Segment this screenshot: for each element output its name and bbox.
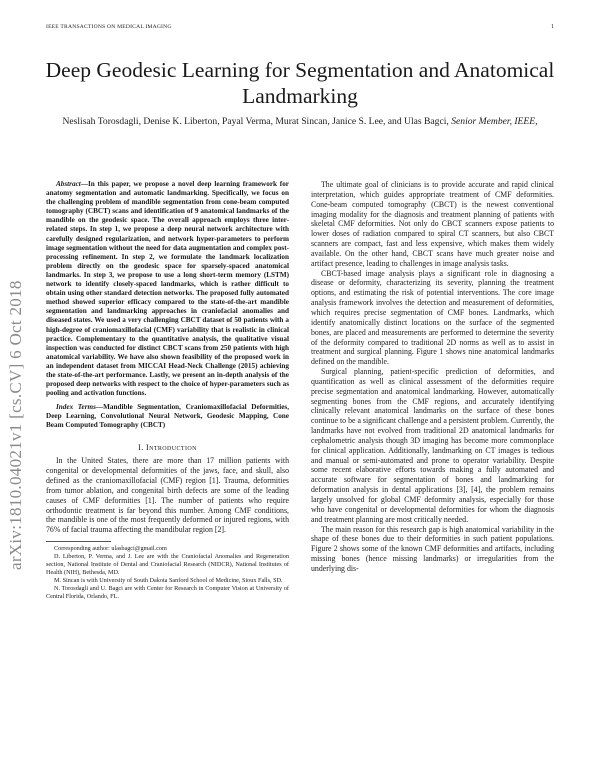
- footnote-rule: [46, 541, 111, 542]
- abstract-label: Abstract: [56, 180, 81, 188]
- intro-paragraph: In the United States, there are more than 17 million patients with congenital or developmental deformities of the jaws, face, and skull, also defined as the craniomaxillofacial (CMF) region [1]. Trauma, deformities from tumor ablation, and congenital birth defects are some of the leading causes of CMF deformities [1]. The number of patients who require orthodontic treatment is far beyond this number. Among CMF conditions, the mandible is one of the most frequently deformed or injured regions, with 76% of facial trauma affecting the mandibular region [2].: [46, 456, 289, 535]
- footnote-affiliation-ucf: N. Torosdagli and U. Bagci are with Center for Research in Computer Vision at University of Central Florida, Orlando, FL.: [46, 585, 289, 601]
- journal-header: IEEE TRANSACTIONS ON MEDICAL IMAGING: [46, 24, 172, 30]
- body-paragraph: Surgical planning, patient-specific prediction of deformities, and quantification as well as clinical assessment of the deformities require precise segmentation and anatomical landmarking. However, automatically segmenting bones from the CMF regions, and accurately identifying clinically relevant anatomical landmarks on the surface of these bones continue to be a significant challenge and a persistent problem. Currently, the landmarks have not evolved from traditional 2D anatomical landmarks for cephalometric analysis though 3D imaging has become more commonplace for clinical application. Additionally, landmarking on CT images is tedious and manual or semi-automated and prone to operator variability. Despite some recent elaborative efforts towards making a fully automated and accurate software for segmentation of bones and landmarking for deformation analysis in dental applications [3], [4], the problem remains largely unsolved for global CMF deformity analysis, especially for those who have congenital or developmental deformities for whom the diagnosis and treatment planning are most critically needed.: [311, 367, 554, 524]
- abstract-text: In this paper, we propose a novel deep learning framework for anatomy segmentation and automatic landmarking. Specifically, we focus on the challenging problem of mandible segmentation from cone-beam computed tomography (CBCT) scans and identification of 9 anatomical landmarks of the mandible on the geodesic space. The overall approach employs three inter-related steps. In step 1, we propose a deep neural network architecture with carefully designed regularization, and network hyper-parameters to perform image segmentation without the need for data augmentation and complex post-processing refinement. In step 2, we formulate the landmark localization problem directly on the geodesic space for sparsely-spaced anatomical landmarks. In step 3, we propose to use a long short-term memory (LSTM) network to identify closely-spaced landmarks, which is rather difficult to obtain using other standard detection networks. The proposed fully automated method showed superior efficacy compared to the state-of-the-art mandible segmentation and landmarking approaches in craniofacial anomalies and diseased states. We used a very challenging CBCT dataset of 50 patients with a high-degree of craniomaxillofacial (CMF) variability that is realistic in clinical practice. Complementary to the quantitative analysis, the qualitative visual inspection was conducted for distinct CBCT scans from 250 patients with high anatomical variability. We have also shown feasibility of the proposed work in an independent dataset from MICCAI Head-Neck Challenge (2015) achieving the state-of-the-art performance. Lastly, we present an in-depth analysis of the proposed deep networks with respect to the choice of hyper-parameters such as pooling and activation functions.: [46, 180, 289, 398]
- section-title: Introduction: [146, 442, 197, 452]
- author-names: Neslisah Torosdagli, Denise K. Liberton, Payal Verma, Murat Sincan, Janice S. Lee, and Ulas Bagci,: [62, 116, 449, 127]
- author-membership: Senior Member, IEEE,: [451, 116, 538, 127]
- abstract: Abstract—In this paper, we propose a novel deep learning framework for anatomy segmentation and automatic landmarking. Specifically, we focus on the challenging problem of mandible segmentation from cone-beam computed tomography (CBCT) scans and identification of 9 anatomical landmarks of the mandible on the geodesic space. The overall approach employs three inter-related steps. In step 1, we propose a deep neural network architecture with carefully designed regularization, and network hyper-parameters to perform image segmentation without the need for data augmentation and complex post-processing refinement. In step 2, we formulate the landmark localization problem directly on the geodesic space for sparsely-spaced anatomical landmarks. In step 3, we propose to use a long short-term memory (LSTM) network to identify closely-spaced landmarks, which is rather difficult to obtain using other standard detection networks. The proposed fully automated method showed superior efficacy compared to the state-of-the-art mandible segmentation and landmarking approaches in craniofacial anomalies and diseased states. We used a very challenging CBCT dataset of 50 patients with a high-degree of craniomaxillofacial (CMF) variability that is realistic in clinical practice. Complementary to the quantitative analysis, the qualitative visual inspection was conducted for distinct CBCT scans from 250 patients with high anatomical variability. We have also shown feasibility of the proposed work in an independent dataset from MICCAI Head-Neck Challenge (2015) achieving the state-of-the-art performance. Lastly, we present an in-depth analysis of the proposed deep networks with respect to the choice of hyper-parameters such as pooling and activation functions.: [46, 180, 289, 398]
- section-numeral: I.: [138, 442, 144, 452]
- index-terms: Index Terms—Mandible Segmentation, Craniomaxillofacial Deformities, Deep Learning, Convolutional Neural Network, Geodesic Mapping, Cone Beam Computed Tomography (CBCT): [46, 403, 289, 430]
- footnote-affiliation-nidcr: D. Liberton, P. Verma, and J. Lee are with the Craniofacial Anomalies and Regeneration section, National Institute of Dental and Craniofacial Research (NIDCR), National Institutes of Health (NIH), Bethesda, MD.: [46, 553, 289, 577]
- body-paragraph: CBCT-based image analysis plays a significant role in diagnosing a disease or deformity, characterizing its severity, planning the treatment options, and estimating the risk of potential interventions. The core image analysis framework involves the detection and measurement of deformities, which requires precise segmentation of CMF bones. Landmarks, which identify anatomically distinct locations on the surface of the segmented bones, are placed and measurements are performed to determine the severity of the deformity compared to traditional 2D norms as well as to assist in treatment and surgical planning. Figure 1 shows nine anatomical landmarks defined on the mandible.: [311, 268, 554, 367]
- index-terms-label: Index Terms: [56, 403, 96, 412]
- paper-title: Deep Geodesic Learning for Segmentation and Anatomical Landmarking: [45, 58, 555, 108]
- page-number: 1: [551, 24, 554, 30]
- body-paragraph: The ultimate goal of clinicians is to provide accurate and rapid clinical interpretation, which guides appropriate treatment of CMF deformities. Cone-beam computed tomography (CBCT) is the newest conventional imaging modality for the diagnosis and treatment planning of patients with skeletal CMF deformities. Not only do CBCT scanners expose patients to lower doses of radiation compared to spiral CT scanners, but also CBCT scanners are compact, fast and less expensive, which makes them widely available. On the other hand, CBCT scans have much greater noise and artifact presence, leading to challenges in image analysis tasks.: [311, 180, 554, 268]
- right-column: [311, 180, 554, 574]
- author-list: [60, 115, 540, 128]
- section-heading: [46, 443, 289, 453]
- arxiv-stamp: arXiv:1810.04021v1 [cs.CV] 6 Oct 2018: [6, 280, 25, 570]
- footnote-affiliation-usd: M. Sincan is with University of South Dakota Sanford School of Medicine, Sioux Falls, SD.: [54, 577, 283, 585]
- left-column: [46, 180, 289, 601]
- index-terms-text: Mandible Segmentation, Craniomaxillofacial Deformities, Deep Learning, Convolutional Neural Network, Geodesic Mapping, Cone Beam Computed Tomography (CBCT): [46, 403, 289, 430]
- body-paragraph: The main reason for this research gap is high anatomical variability in the shape of these bones due to their deformities in such patient populations. Figure 2 shows some of the known CMF deformities and artifacts, including missing bones (hence missing landmarks) or irregularities from the underlying dis-: [311, 524, 554, 573]
- footnote-corresponding: Corresponding author: ulasbagci@gmail.com: [54, 545, 167, 553]
